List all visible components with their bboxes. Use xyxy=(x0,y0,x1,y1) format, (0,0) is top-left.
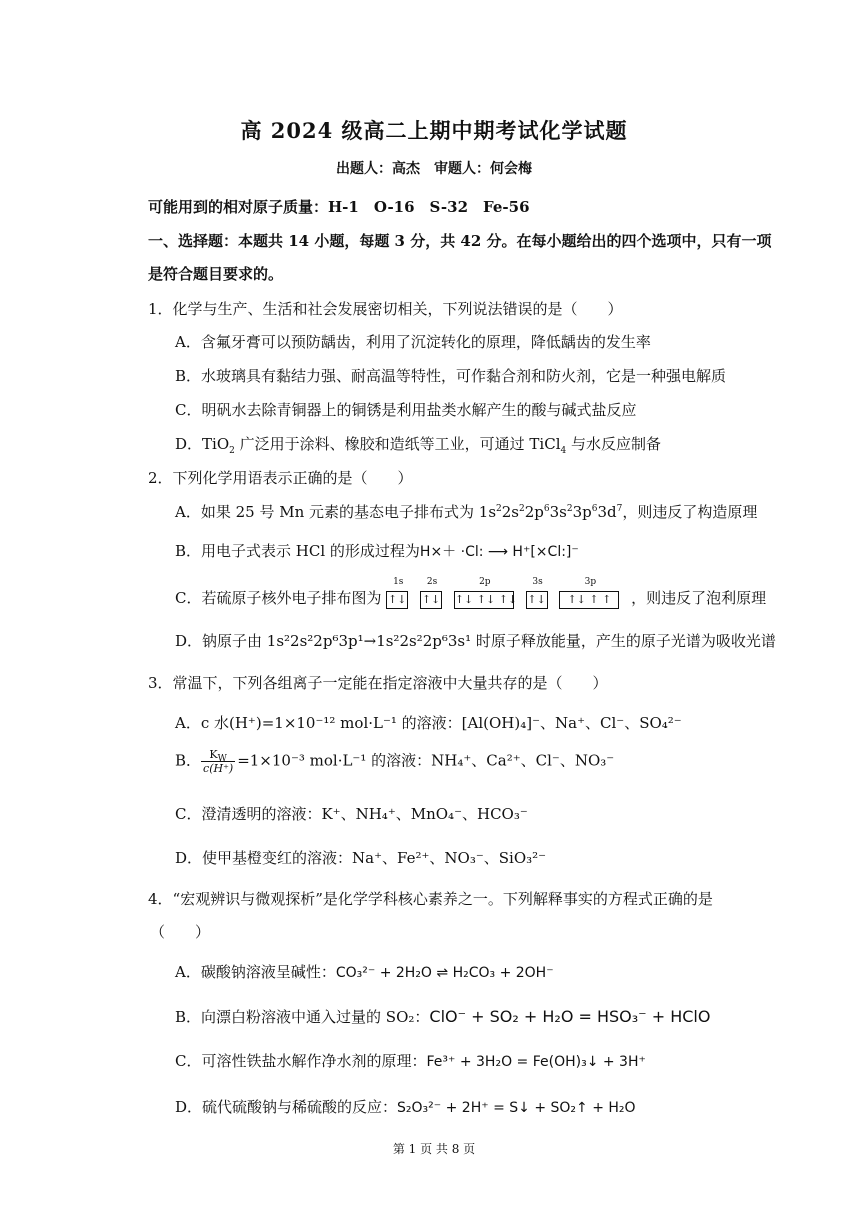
section-heading: 一、选择题：本题共 14 小题，每题 3 分，共 42 分。在每小题给出的四个选项中，只有一项 xyxy=(148,232,772,250)
hcl-electron-formula: H×＋ ·Cl: ⟶ H⁺[×Cl:]⁻ xyxy=(419,544,579,560)
orbital-3s: 3s ↑↓ xyxy=(526,590,550,609)
page-title: 高 2024 级高二上期中期考试化学试题 xyxy=(240,118,628,143)
q2-option-b: B．用电子式表示 HCl 的形成过程为H×＋ ·Cl: ⟶ H⁺[×Cl:]⁻ xyxy=(175,542,579,560)
q1-option-d: D．TiO$_2$ 广泛用于涂料、橡胶和造纸等工业，可通过 TiCl$_4$ 与水反应制备 xyxy=(175,435,662,456)
q4-option-a: A．碳酸钠溶液呈碱性：CO₃²⁻ + 2H₂O ⇌ H₂CO₃ + 2OH⁻ xyxy=(175,963,554,981)
orbital-2p: 2p ↑↓ ↑↓ ↑↓ xyxy=(454,590,516,609)
atomic-masses: 可能用到的相对原子质量：H-1 O-16 S-32 Fe-56 xyxy=(148,198,530,216)
orbital-3p: 3p ↑↓ ↑ ↑ xyxy=(559,590,621,609)
q2-option-d: D．钠原子由 1s²2s²2p⁶3p¹→1s²2s²2p⁶3s¹ 时原子释放能量，产生的原子光谱为吸收光谱 xyxy=(175,632,776,650)
q1-option-b: B．水玻璃具有黏结力强、耐高温等特性，可作黏合剂和防火剂，它是一种强电解质 xyxy=(175,367,727,385)
question-3-stem: 3．常温下，下列各组离子一定能在指定溶液中大量共存的是（ ） xyxy=(148,674,608,692)
q1-option-a: A．含氟牙膏可以预防龋齿，利用了沉淀转化的原理，降低龋齿的发生率 xyxy=(175,333,651,351)
q4-answer-paren: （ ） xyxy=(150,923,211,941)
q3-option-d: D．使甲基橙变红的溶液：Na⁺、Fe²⁺、NO₃⁻、SiO₃²⁻ xyxy=(175,849,547,867)
question-1-stem: 1．化学与生产、生活和社会发展密切相关，下列说法错误的是（ ） xyxy=(148,300,623,318)
orbital-1s: 1s ↑↓ xyxy=(386,590,410,609)
q2-option-a: A．如果 25 号 Mn 元素的基态电子排布式为 $1s^22s^22p^63s^23p^63d^7$，则违反了构造原理 xyxy=(175,503,758,521)
orbital-2s: 2s ↑↓ xyxy=(420,590,444,609)
section-heading-cont: 是符合题目要求的。 xyxy=(148,265,284,283)
q4-option-d: D．硫代硫酸钠与稀硫酸的反应：S₂O₃²⁻ + 2H⁺ = S↓ + SO₂↑ + H₂O xyxy=(175,1098,636,1116)
q3-option-c: C．澄清透明的溶液：K⁺、NH₄⁺、MnO₄⁻、HCO₃⁻ xyxy=(175,805,528,823)
question-2-stem: 2．下列化学用语表示正确的是（ ） xyxy=(148,469,413,487)
q3-option-b: B． $\frac{K_W}{c(H^+)}$ =1×10⁻³ mol·L⁻¹ 的溶液：NH₄⁺、Ca²⁺、Cl⁻、NO₃⁻ xyxy=(175,748,615,775)
q4-option-b: B．向漂白粉溶液中通入过量的 SO₂：ClO⁻ + SO₂ + H₂O = HSO₃⁻ + HClO xyxy=(175,1007,711,1026)
q2-option-c: C．若硫原子核外电子排布图为 1s ↑↓ 2s ↑↓ 2p ↑↓ ↑↓ ↑↓ 3s ↑↓ 3p ↑↓ ↑ ↑ ，则违反了泡利原理 xyxy=(175,576,767,607)
q3-option-a: A．c 水(H⁺)=1×10⁻¹² mol·L⁻¹ 的溶液：[Al(OH)₄]⁻、Na⁺、Cl⁻、SO₄²⁻ xyxy=(175,714,682,732)
kw-fraction: $\frac{K_W}{c(H^+)}$ xyxy=(203,748,234,775)
question-4-stem: 4．“宏观辨识与微观探析”是化学学科核心素养之一。下列解释事实的方程式正确的是 xyxy=(148,890,713,908)
q4-option-c: C．可溶性铁盐水解作净水剂的原理：Fe³⁺ + 3H₂O = Fe(OH)₃↓ + 3H⁺ xyxy=(175,1052,646,1070)
authors-line: 出题人：高杰 审题人：何会梅 xyxy=(336,161,532,177)
page-footer: 第 1 页 共 8 页 xyxy=(392,1142,476,1156)
q1-option-c: C．明矾水去除青铜器上的铜锈是利用盐类水解产生的酸与碱式盐反应 xyxy=(175,401,637,419)
